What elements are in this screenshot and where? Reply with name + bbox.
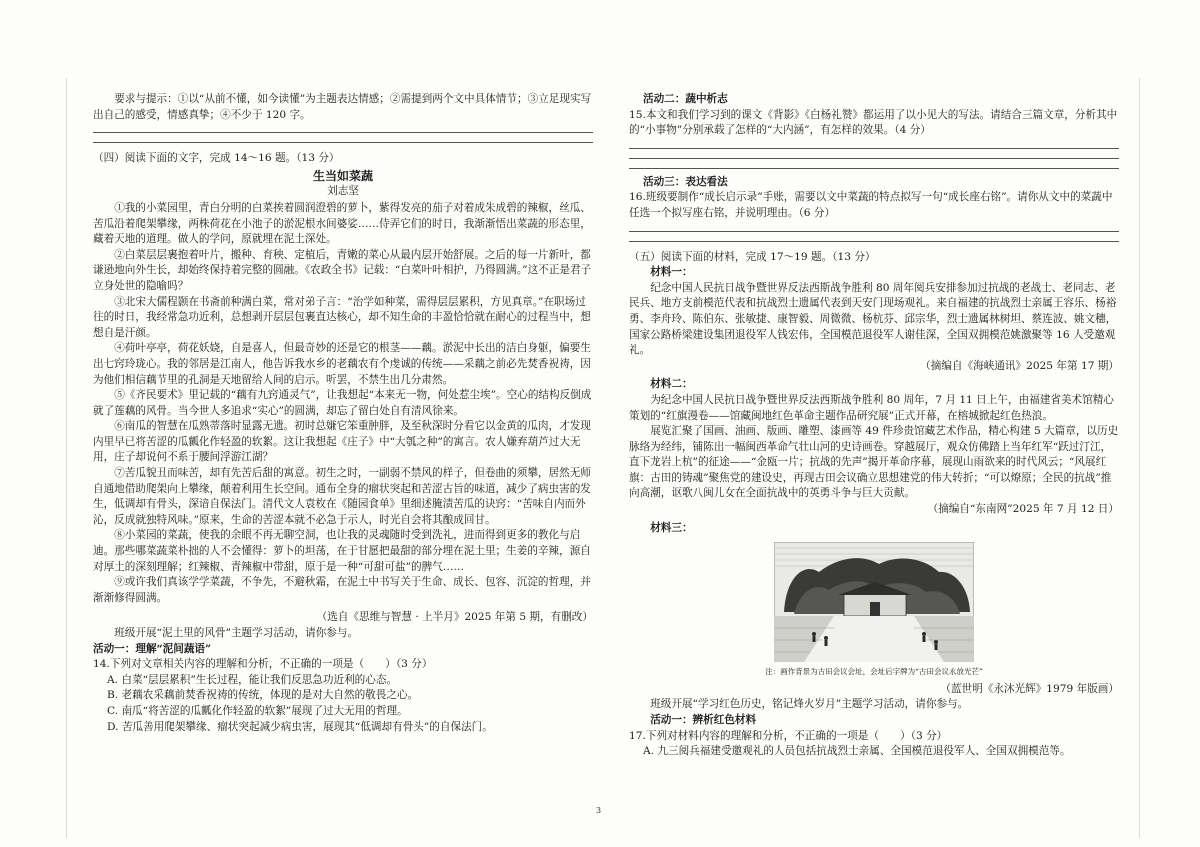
answer-line <box>629 241 1119 242</box>
material-1-source: （摘编自《海峡通讯》2025 年第 17 期） <box>920 359 1119 372</box>
question-14: 14.下列对文章相关内容的理解和分析，不正确的一项是（ ）（3 分） <box>93 658 433 671</box>
activity-intro: 班级开展“泥土里的风骨”主题学习活动，请你参与。 <box>114 627 359 639</box>
essay-paragraph: ⑧小菜园的菜蔬，使我的余眼不再无聊空洞，也让我的灵魂随时受到洗礼，进而得到更多的教化与启迪。那些哪菜蔬菜朴拙的人不会懂得：萝卜的坦荡，在于甘愿把最甜的部分埋在泥土里；生姜的辛辣，源自对厚土的深刻理解；红辣椒、青辣椒中带甜，原于是一种“可甜可盐”的脾气…… <box>93 529 591 573</box>
q14-option-d: D. 苦瓜善用爬架攀缘、瘤状突起减少病虫害，展现其“低调却有骨头”的自保法门。 <box>107 720 493 733</box>
left-column <box>93 92 593 735</box>
section-4-heading: （四）阅读下面的文字，完成 14～16 题。（13 分） <box>93 152 340 165</box>
section-5-heading: （五）阅读下面的材料，完成 17～19 题。（13 分） <box>629 250 876 263</box>
q14-option-a: A. 白菜“层层累积”生长过程，能让我们反思急功近利的心态。 <box>107 673 398 686</box>
question-16: 16.班级要制作“成长启示录”手账，需要以文中菜蔬的特点拟写一句“成长座右铭”。请你从文中的菜蔬中任选一个拟写座右铭，并说明理由。（6 分） <box>629 191 1113 219</box>
material-2-label: 材料二： <box>650 378 693 391</box>
material-3-label: 材料三： <box>650 521 693 534</box>
q14-option-b: B. 老藕农采藕前焚香祝祷的传统，体现的是对大自然的敬畏之心。 <box>107 689 419 702</box>
activity-2-heading: 活动二：蔬中析志 <box>643 93 728 105</box>
material-1-text: 纪念中国人民抗日战争暨世界反法西斯战争胜利 80 周年阅兵安排参加过抗战的老战士、老同志、老民兵、地方支前模范代表和抗战烈士遗属代表到天安门现场观礼。来自福建的抗战烈士亲属王容乐、杨裕勇、李舟玲、陈伯东、张敏捷、康智毅、周微微、杨杭芬、邱宗华，烈士遗属林树坦、蔡连波、姚文穗，国家公路桥梁建设集团退役军人钱宏伟，全国模范退役军人谢佳深，全国双拥模范姚激聚等 16 人受邀观礼。 <box>629 281 1117 357</box>
image-caption: 注：画作背景为古田会议会址，会址后字牌为“古田会议永放光芒” <box>765 667 983 677</box>
woodcut-print-image <box>774 542 974 662</box>
answer-line <box>629 168 1119 169</box>
essay-paragraph: ③北宋大儒程颢在书斋前种满白菜，常对弟子言：“治学如种菜，需得层层累积，方见真章。”在职场过往的时日，我经常急功近利，总想剥开层层包裹直达核心，却不知生命的丰盈恰恰就在耐心的过程当中，想想自是汗颜。 <box>93 295 591 339</box>
writing-requirements: 要求与提示：①以“从前不懂，如今读懂”为主题表达情感；②需提到两个文中具体情节；③立足现实写出自己的感受，情感真挚；④不少于 120 字。 <box>93 93 592 121</box>
q14-option-c: C. 南瓜“将苦涩的瓜瓤化作轻盈的软絮”展现了过大无用的哲理。 <box>107 704 408 717</box>
activity-1-heading: 活动一：辨析红色材料 <box>650 714 757 727</box>
q17-option-a: A. 九三阅兵福建受邀观礼的人员包括抗战烈士亲属、全国模范退役军人、全国双拥模范等。 <box>643 745 1071 758</box>
material-2-paragraph: 为纪念中国人民抗日战争暨世界反法西斯战争胜利 80 周年，7 月 11 日上午，由福建省美术馆精心策划的“红旗漫卷——馆藏闽地红色革命主题作品研究展”正式开幕，在榕城掀起红色热浪。 <box>629 393 1114 422</box>
essay-paragraph: ②白菜层层裹抱着叶片，搬种、育秧、定植后，青嫩的菜心从最内层开始舒展。之后的每一片新叶，都谦逊地向外生长，却始终保持着完整的圆融。《农政全书》记载：“白菜叶叶相护，乃得圆满。”这不正是君子立身处世的隐喻吗？ <box>93 248 592 292</box>
answer-line <box>629 148 1119 149</box>
essay-author: 刘志坚 <box>327 185 359 198</box>
answer-line <box>93 132 593 133</box>
answer-line <box>629 231 1119 232</box>
material-1-label: 材料一： <box>650 266 693 279</box>
page-number: 3 <box>596 806 602 815</box>
activity-1-heading: 活动一：理解“泥间蔬语” <box>93 642 212 655</box>
question-15: 15.本文和我们学习到的课文《背影》《白杨礼赞》都运用了以小见大的写法。请结合三篇文章，分析其中的“小事物”分别承载了怎样的“大内涵”，有怎样的效果。（4 分） <box>629 108 1118 137</box>
essay-paragraph: ⑦苦瓜貌丑而味苦，却有先苦后甜的寓意。初生之时，一副弱不禁风的样子，但卷曲的须攀，居然无师自通地借助爬架向上攀缘，颠着利用生长空间。通布全身的瘤状突起和苦涩古旨的味道，减少了病虫害的发生，低调却有骨头，深谙自保法门。清代文人袁枚在《随园食单》里细述腌渍苦瓜的诀窍：“苦味自内而外沁，反成就独特风味。”原来，生命的苦涩本就不必急于示人，时光自会将其酿成回甘。 <box>93 467 591 526</box>
essay-paragraph: ④荷叶亭亭，荷花妖娆，自是喜人，但最奇妙的还是它的根茎——藕。淤泥中长出的洁白身躯，偏要生出七窍玲珑心。我的邻居是江南人，他告诉我水乡的老藕农有个虔诚的传统——采藕之前必先焚香祝祷，因为他们相信藕节里的孔洞是天地留给人间的启示。听罢，不禁生出几分肃然。 <box>93 342 591 386</box>
essay-source: （选自《思维与智慧 · 上半月》2025 年第 5 期，有删改） <box>316 611 593 624</box>
activity-intro: 班级开展“学习红色历史，铭记烽火岁月”主题学习活动，请你参与。 <box>650 698 969 711</box>
exam-page <box>66 78 1140 838</box>
answer-line <box>629 158 1119 159</box>
right-column <box>629 92 1119 760</box>
activity-3-heading: 活动三：表达看法 <box>643 175 728 188</box>
answer-line <box>93 142 593 143</box>
question-17: 17.下列对材料内容的理解和分析，不正确的一项是（ ）（3 分） <box>629 729 948 742</box>
essay-paragraph: ⑤《齐民要术》里记载的“藕有九窍通灵气”，让我想起“本来无一物，何处惹尘埃”。空心的结构反倒成就了莲藕的风骨。当今世人多追求“实心”的圆满，却忘了留白处自有清风徐来。 <box>93 389 592 417</box>
essay-title: 生当如菜蔬 <box>312 168 373 183</box>
material-2-paragraph: 展览汇聚了国画、油画、版画、雕塑、漆画等 49 件珍贵馆藏艺术作品，精心构建 5 大篇章，以历史脉络为经纬，铺陈出一幅闽西革命气壮山河的史诗画卷。穿越展厅，观众仿佛踏上当年红军“跃过汀江，直下龙岩上杭”的征途——“金瓯一片；抗战的先声”揭开革命序幕，展现山雨欲来的时代风云；“风展红旗：古田的铸魂”聚焦党的建设史，再现古田会议确立思想建党的伟大转折；“可以燎原；全民的抗战”推向高潮，讴歌八闽儿女在全面抗战中的英勇斗争与巨大贡献。 <box>629 425 1119 500</box>
gutian-meeting-print-illustration <box>774 542 974 662</box>
material-2-source: （摘编自“东南网”2025 年 7 月 12 日） <box>927 503 1119 516</box>
material-3-source: （蓝世明《永沐光辉》1979 年版画） <box>940 682 1119 695</box>
essay-paragraph: ⑥南瓜的智慧在瓜熟蒂落时显露无遗。初时总嫌它笨重肿胖，及至秋深时分看它以金黄的瓜肉，才发现内里早已将苦涩的瓜瓤化作轻盈的软絮。这让我想起《庄子》中“大瓠之种”的寓言。农人嫌弃葫芦过大无用，庄子却说何不系于腰间浮游江湖？ <box>93 420 591 464</box>
essay-paragraph: ①我的小菜园里，青白分明的白菜挨着圆润澄碧的萝卜，紫得发亮的茄子对着成朱成碧的辣椒，丝瓜、苦瓜沿着爬架攀缘，两株荷花在小池子的淤泥根水间婆娑……侍弄它们的时日，我渐渐悟出菜蔬的形态里，藏着天地的道理。做人的学问，原就埋在泥土深处。 <box>93 201 591 246</box>
essay-paragraph: ⑨或许我们真该学学菜蔬，不争先，不避秋霜，在泥土中书写关于生命、成长、包容、沉淀的哲理，并渐渐修得圆满。 <box>93 576 591 604</box>
